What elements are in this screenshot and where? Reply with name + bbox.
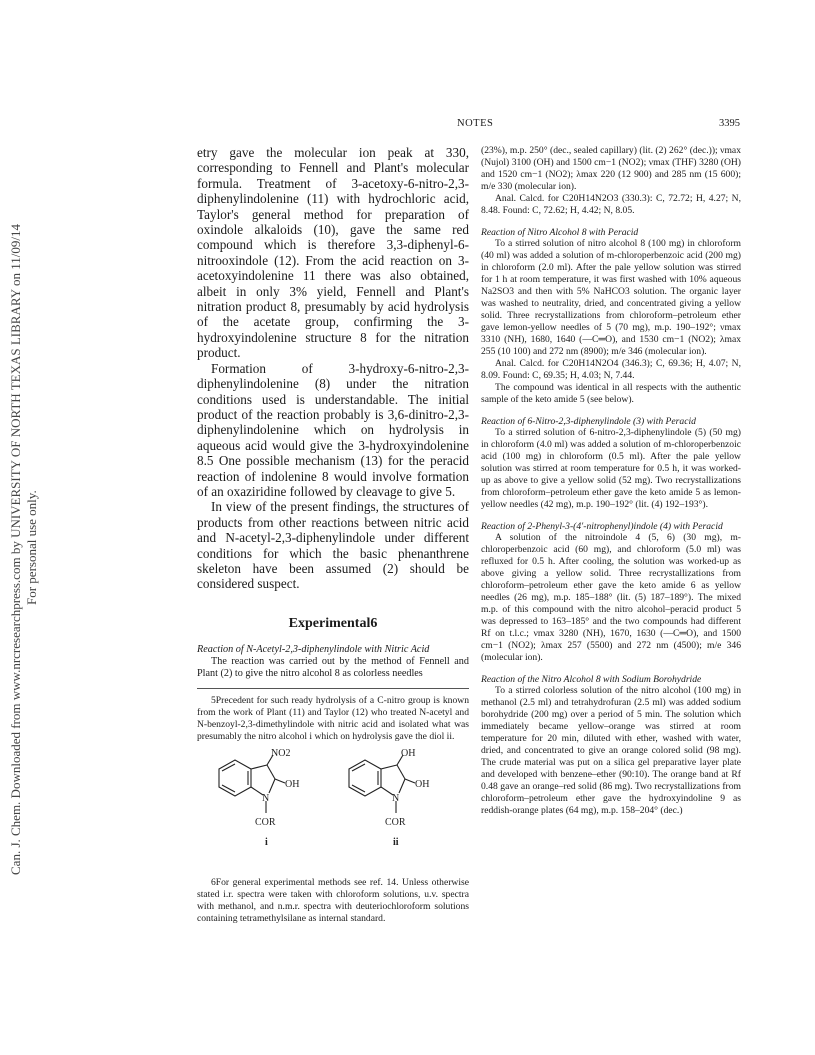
- footnote-rule: [197, 688, 469, 689]
- section-1-paragraph-2: Anal. Calcd. for C20H14N2O4 (346.3); C, 69.36; H, 4.07; N, 8.09. Found: C, 69.35; H, 4.03; N, 7.44.: [481, 358, 741, 381]
- experimental-paragraph: The reaction was carried out by the method of Fennell and Plant (2) to give the nitro alcohol 8 as colorless needles: [197, 655, 469, 679]
- left-paragraph-2: Formation of 3-hydroxy-6-nitro-2,3-diphenylindolenine (8) under the nitration conditions used is understandable. The initial product of the reaction probably is 3,6-dinitro-2,3-diphenylindolenine which on hydrolysis in aqueous acid would give the 3-hydroxyindolenine 8.5 One possible mechanism (13) for the peracid reaction of indolenine 8 would involve formation of an oxaziridine followed by cleavage to give 5.: [197, 360, 469, 499]
- i-bottom-substituent: COR: [255, 816, 276, 828]
- watermark-line-1: Can. J. Chem. Downloaded from www.nrcresearchpress.com by UNIVERSITY OF NORTH TEXAS LIBRARY on 11/09/14: [8, 224, 23, 875]
- right-column: [481, 145, 741, 817]
- ii-bottom-substituent: COR: [385, 816, 406, 828]
- page-header: [195, 118, 740, 132]
- i-nitrogen: N: [262, 792, 270, 804]
- ii-nitrogen: N: [392, 792, 400, 804]
- i-label: i: [265, 836, 268, 848]
- structure-figure: [197, 747, 469, 869]
- i-top-substituent: NO2: [271, 747, 291, 759]
- download-watermark: [2, 30, 42, 930]
- section-heading-2: Reaction of 6-Nitro-2,3-diphenylindole (3) with Peracid: [481, 416, 696, 427]
- experimental-heading: Experimental6: [288, 615, 378, 631]
- structure-drawings: [197, 747, 469, 869]
- left-column: [197, 145, 469, 925]
- ii-right-substituent: OH: [415, 778, 430, 790]
- left-paragraph-1: etry gave the molecular ion peak at 330, corresponding to Fennell and Plant's molecular formula. Treatment of 3-acetoxy-6-nitro-2,3-diphenylindolenine (11) with hydrochloric acid, Taylor's general method for preparation of oxindole alkaloids (10), gave the same red compound which is therefore 3,3-diphenyl-6-nitrooxindole (12). From the acid reaction on 3-acetoxyindolenine 11 there was also obtained, albeit in only 3% yield, Fennell and Plant's nitration product 8, presumably by acid hydrolysis of the acetate group, confirming the 3-hydroxyindolenine structure 8 for the nitration product.: [197, 145, 469, 361]
- left-paragraph-3: In view of the present findings, the structures of products from other reactions between nitric acid and N-acetyl-2,3-diphenylindole under different conditions for which the basic phenanthrene skeleton have been assumed (2) should be considered suspect.: [197, 499, 469, 592]
- footnote-6: 6For general experimental methods see ref. 14. Unless otherwise stated i.r. spectra were taken with chloroform solutions, u.v. spectra with methanol, and n.m.r. spectra with deuteriochloroform solutions containing tetramethylsilane as internal standard.: [197, 876, 469, 924]
- right-paragraph-2: Anal. Calcd. for C20H14N2O3 (330.3): C, 72.72; H, 4.27; N, 8.48. Found: C, 72.62; H, 4.42; N, 8.05.: [481, 193, 741, 216]
- section-3-paragraph-1: A solution of the nitroindole 4 (5, 6) (30 mg), m-chloroperbenzoic acid (60 mg), and chloroform (5.0 ml) was refluxed for 0.5 h. After cooling, the solution was worked-up as above giving a yellow solid. Three recrystallizations from chloroform–petroleum ether gave the keto amide 6 as yellow needles (26 mg), m.p. 185–188° (lit. (5) 187–189°). The mixed m.p. of this compound with the nitro alcohol–peracid product 5 was depressed to 163–185° and the two compounds had different Rf on t.l.c.; νmax 3280 (NH), 1670, 1630 (—C═O), and 1500 cm−1 (NO2); λmax 257 (5500) and 272 nm (4500); m/e 346 (molecular ion).: [481, 532, 741, 663]
- page-number: 3395: [719, 118, 740, 129]
- section-1-paragraph-3: The compound was identical in all respects with the authentic sample of the keto amide 5 (see below).: [481, 382, 741, 405]
- section-2-paragraph-1: To a stirred solution of 6-nitro-2,3-diphenylindole (5) (50 mg) in chloroform (4.0 ml) was added a solution of m-chloroperbenzoic acid (100 mg) in chloroform (0.5 ml). After the pale yellow solution was stirred at room temperature for 0.5 h, it was worked-up as above to give a yellow solid (52 mg). Two recrystallizations from chloroform–petroleum ether gave the keto amide 5 as lemon-yellow needles (42 mg), m.p. 190–192° (lit. (4) 192–193°).: [481, 427, 741, 510]
- i-right-substituent: OH: [285, 778, 300, 790]
- section-1-paragraph-1: To a stirred solution of nitro alcohol 8 (100 mg) in chloroform (40 ml) was added a solution of m-chloroperbenzoic acid (200 mg) in chloroform (2.0 ml). After the pale yellow solution was stirred for 1 h at room temperature, it was first washed with 10% aqueous Na2SO3 and then with 5% NaHCO3 solution. The organic layer was washed to neutrality, dried, and concentrated giving a yellow solid. Three recrystallizations from chloroform–petroleum ether gave lemon-yellow needles of 5 (70 mg), m.p. 190–192°; νmax 3310 (NH), 1680, 1640 (—C═O), and 1530 cm−1 (NO2); λmax 255 (10 100) and 272 nm (8900); m/e 346 (molecular ion).: [481, 238, 741, 357]
- section-heading-1: Reaction of Nitro Alcohol 8 with Peracid: [481, 227, 639, 238]
- experimental-subheading: Reaction of N-Acetyl-2,3-diphenylindole with Nitric Acid: [197, 643, 430, 655]
- ii-top-substituent: OH: [401, 747, 416, 759]
- section-heading-3: Reaction of 2-Phenyl-3-(4′-nitrophenyl)indole (4) with Peracid: [481, 521, 723, 532]
- section-heading-4: Reaction of the Nitro Alcohol 8 with Sodium Borohydride: [481, 674, 702, 685]
- ii-label: ii: [393, 836, 399, 848]
- footnote-5: 5Precedent for such ready hydrolysis of a C-nitro group is known from the work of Plant (11) and Taylor (12) who treated N-acetyl and N-benzoyl-2,3-dimethylindole with nitric acid and isolated what was presumably the nitro alcohol i which on hydrolysis gave the diol ii.: [197, 694, 469, 742]
- running-head: NOTES: [457, 118, 494, 129]
- section-4-paragraph-1: To a stirred colorless solution of the nitro alcohol (100 mg) in methanol (2.5 ml) and tetrahydrofuran (2.5 ml) was added sodium borohydride (200 mg) over a period of 5 min. The solution which immediately became yellow–orange was stirred at room temperature for 20 min, diluted with ether, washed with water, dried, and concentrated to give an orange colored solid (98 mg). The crude material was put on a silica gel preparative layer plate and developed with benzene–ether (90:10). The orange band at Rf 0.48 gave an orange–red solid (86 mg). Two recrystallizations from chloroform–petroleum ether gave the hydroxyindoline 9 as reddish-orange plates (64 mg), m.p. 158–204° (dec.): [481, 685, 741, 816]
- watermark-line-2: For personal use only.: [24, 490, 39, 605]
- right-paragraph-1: (23%), m.p. 250° (dec., sealed capillary) (lit. (2) 262° (dec.)); νmax (Nujol) 3100 (OH) and 1500 cm−1 (NO2); νmax (THF) 3280 (OH) and 1520 cm−1 (NO2); λmax 220 (12 900) and 285 nm (15 600); m/e 330 (molecular ion).: [481, 145, 741, 192]
